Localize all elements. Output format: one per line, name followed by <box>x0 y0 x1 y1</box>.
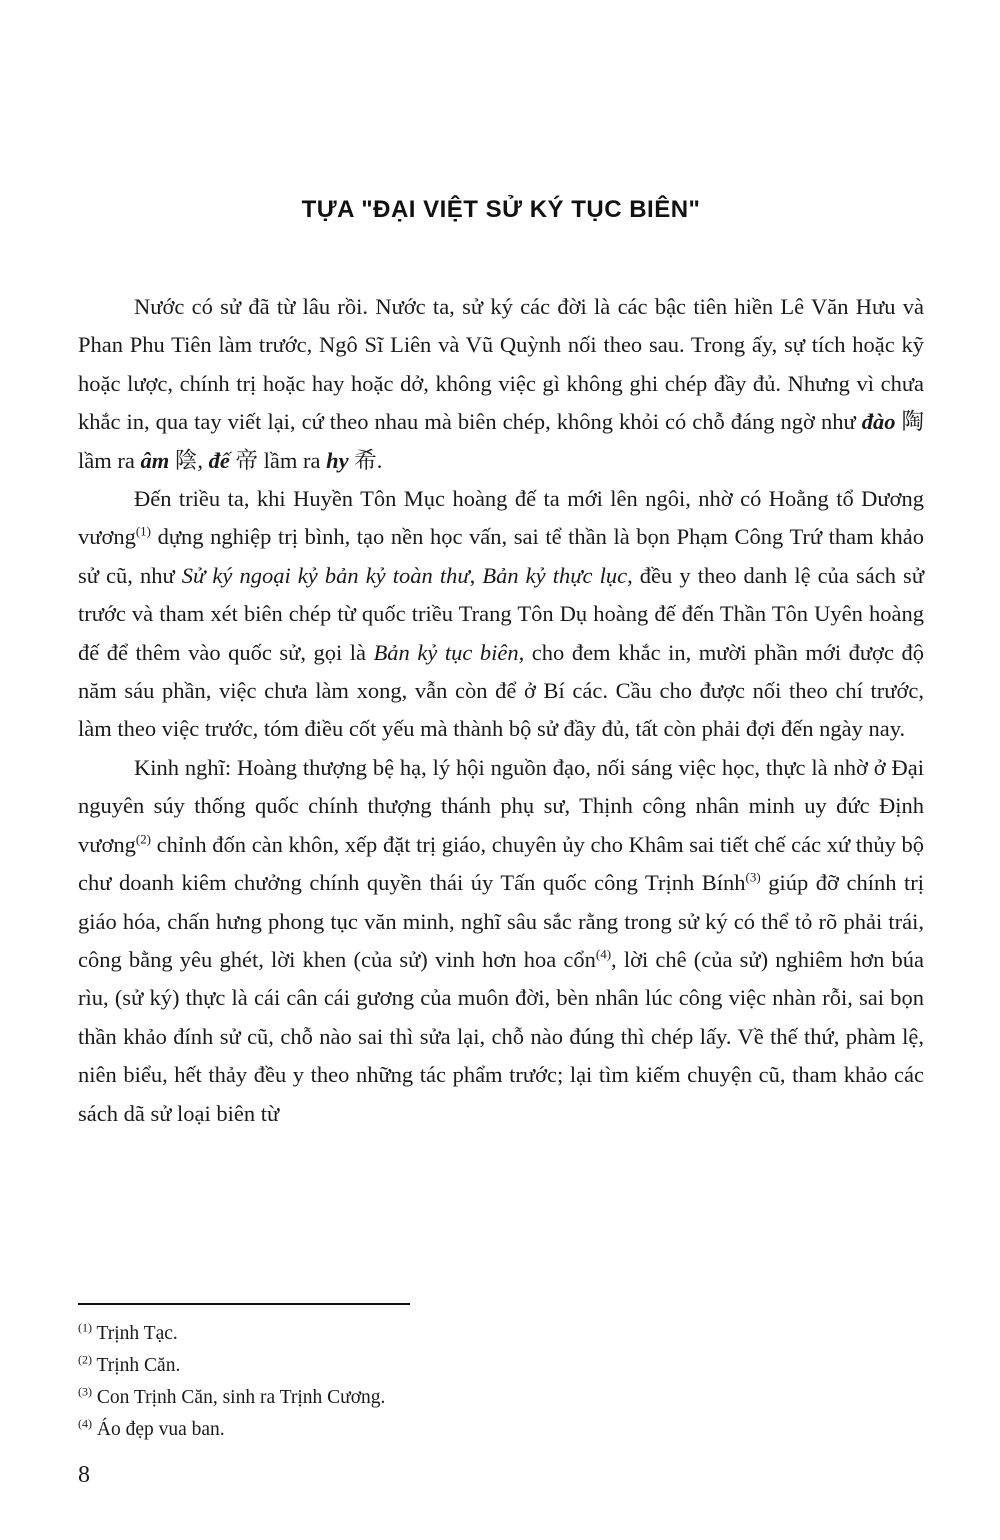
text-segment: Sử ký ngoại kỷ bản kỷ toàn thư <box>181 562 470 588</box>
text-segment: đào <box>861 409 896 435</box>
footnote <box>78 1382 910 1414</box>
text-segment: Kinh nghĩ: Hoàng thượng bệ hạ, lý hội nguồn đạo, nối sáng việc học, thực là nhờ ở Đại nguyên súy thống quốc chính thượng thánh phụ sư, Thịnh công nhân minh uy đức Định vương <box>78 754 924 857</box>
footnote-reference: (4) <box>595 946 612 962</box>
footnotes <box>78 1318 910 1446</box>
text-segment: 陰, <box>169 447 209 473</box>
footnote-text: Áo đẹp vua ban. <box>92 1419 225 1440</box>
text-segment: 希. <box>348 447 383 473</box>
text-segment: Nước có sử đã từ lâu rồi. Nước ta, sử ký các đời là các bậc tiên hiền Lê Văn Hưu và Phan Phu Tiên làm trước, Ngô Sĩ Liên và Vũ Quỳnh nối theo sau. Trong ấy, sự tích hoặc kỹ hoặc lược, chính trị hoặc hay hoặc dở, không việc gì không ghi chép đầy đủ. Nhưng vì chưa khắc in, qua tay viết lại, cứ theo nhau mà biên chép, không khỏi có chỗ đáng ngờ như <box>78 294 924 435</box>
page-title: TỰA "ĐẠI VIỆT SỬ KÝ TỤC BIÊN" <box>301 196 701 223</box>
footnote-text: Con Trịnh Căn, sinh ra Trịnh Cương. <box>92 1387 386 1408</box>
footnote-reference: (3) <box>745 869 761 885</box>
text-segment: , lời chê (của sử) nghiêm hơn búa rìu, (sử ký) thực là cái cân cái gương của muôn đời, bèn nhân lúc công việc nhàn rỗi, sai bọn thần khảo đính sử cũ, chỗ nào sai thì sửa lại, chỗ nào đúng thì chép lấy. Về thế thứ, phàm lệ, niên biểu, hết thảy đều y theo những tác phẩm trước; lại tìm kiếm chuyện cũ, tham khảo các sách dã sử loại biên từ <box>78 946 924 1126</box>
content-column <box>78 196 924 1133</box>
text-segment: , đều y theo danh lệ của sách sử trước và tham xét biên chép từ quốc triều Trang Tôn Dụ hoàng đế đến Thần Tôn Uyên hoàng đế để thêm vào quốc sử, gọi là <box>78 562 925 665</box>
text-segment: chỉnh đốn càn khôn, xếp đặt trị giáo, chuyên ủy cho Khâm sai tiết chế các xứ thủy bộ chư doanh kiêm chưởng chính quyền thái úy Tấn quốc công Trịnh Bính <box>78 831 924 896</box>
text-segment: giúp đỡ chính trị giáo hóa, chấn hưng phong tục văn minh, nghĩ sâu sắc rằng trong sử ký có thể tỏ rõ phải trái, công bằng yêu ghét, lời khen (của sử) vinh hơn hoa cổn <box>78 870 924 972</box>
page-number: 8 <box>78 1462 90 1488</box>
text-segment: , cho đem khắc in, mười phần mới được độ năm sáu phần, việc chưa làm xong, vẫn còn để ở Bí các. Cầu cho được nối theo chí trước, làm theo việc trước, tóm điều cốt yếu mà thành bộ sử đầy đủ, tất còn phải đợi đến ngày nay. <box>78 639 924 742</box>
text-segment: Bản kỷ thực lục <box>482 562 628 588</box>
body-text <box>78 288 924 1133</box>
text-segment: hy <box>326 447 349 473</box>
text-segment: , <box>469 562 483 588</box>
text-segment: đế <box>208 447 230 473</box>
footnote <box>78 1318 910 1350</box>
text-segment: Đến triều ta, khi Huyền Tôn Mục hoàng đế ta mới lên ngôi, nhờ có Hoằng tổ Dương vương <box>78 486 924 550</box>
footnote-reference: (1) <box>135 523 152 539</box>
footnote <box>78 1414 910 1446</box>
footnote-text: Trịnh Tạc. <box>92 1323 178 1344</box>
text-segment: dựng nghiệp trị bình, tạo nền học vấn, sai tể thần là bọn Phạm Công Trứ tham khảo sử cũ, như <box>78 524 924 588</box>
footnote-text: Trịnh Căn. <box>92 1355 181 1376</box>
text-segment: âm <box>140 447 170 473</box>
footnote-marker: (2) <box>78 1352 92 1367</box>
footnote-marker: (4) <box>78 1416 92 1431</box>
paragraph <box>78 749 924 1133</box>
footnote-marker: (3) <box>78 1384 92 1399</box>
footnote-marker: (1) <box>78 1320 92 1335</box>
paragraph <box>78 480 924 749</box>
footnote-divider <box>78 1303 410 1305</box>
text-segment: Bản kỷ tục biên <box>373 639 519 665</box>
footnote-reference: (2) <box>135 831 152 847</box>
text-segment: 帝 lầm ra <box>229 447 327 473</box>
footnote <box>78 1350 910 1382</box>
text-segment: 陶 lầm ra <box>78 409 924 473</box>
paragraph <box>78 288 924 480</box>
